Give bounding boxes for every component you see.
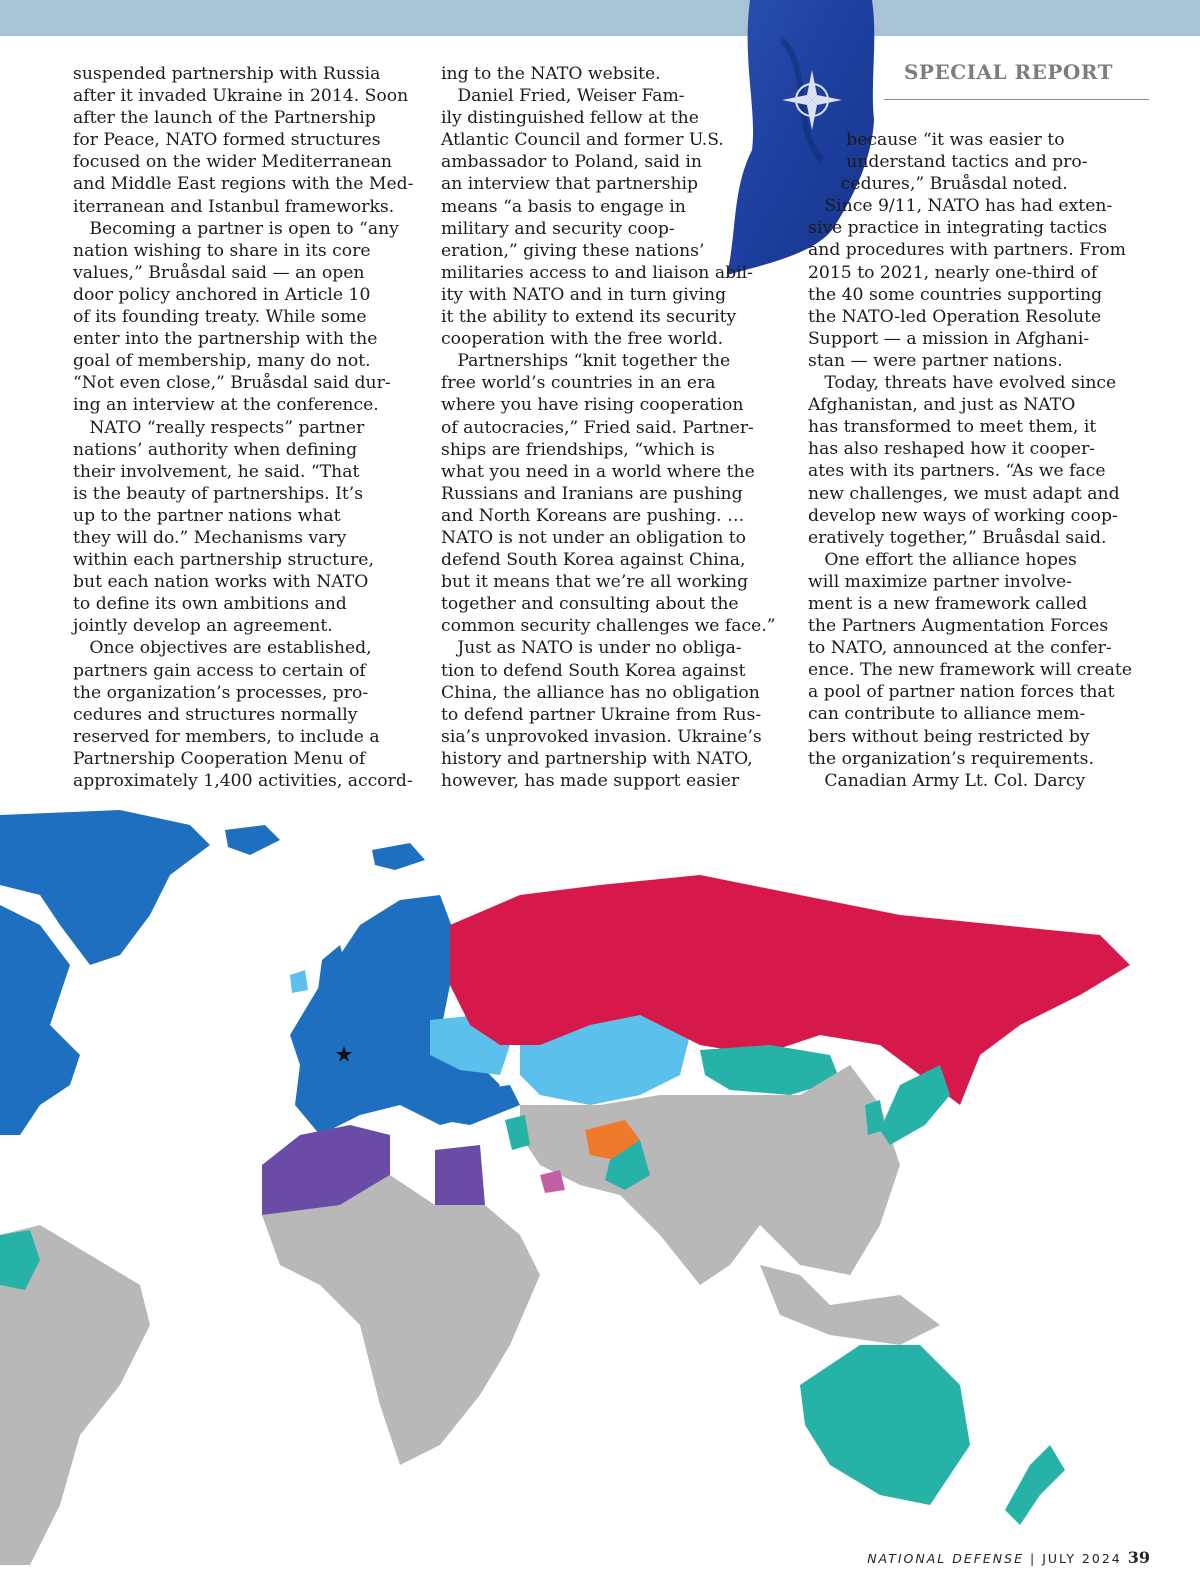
text-line: approximately 1,400 activities, accord- (73, 771, 413, 791)
text-line: Support — a mission in Afghani- (808, 328, 1090, 349)
text-line: goal of membership, many do not. (73, 351, 371, 372)
text-column-3 (808, 129, 1138, 792)
text-line: Becoming a partner is open to “any (73, 218, 399, 239)
map-svalbard (372, 843, 425, 870)
text-line: their involvement, he said. “That (73, 461, 360, 482)
text-line: cedures and structures normally (73, 704, 358, 725)
text-line: China, the alliance has no obligation (441, 682, 760, 703)
text-line: after it invaded Ukraine in 2014. Soon (73, 86, 409, 107)
text-line: 2015 to 2021, nearly one-third of (808, 262, 1098, 283)
text-line: Since 9/11, NATO has had exten- (808, 196, 1113, 217)
text-line: stan — were partner nations. (808, 350, 1063, 371)
map-africa (262, 1175, 540, 1465)
text-line: reserved for members, to include a (73, 726, 380, 747)
text-line: of autocracies,” Fried said. Partner- (441, 417, 754, 438)
map-canada (0, 905, 80, 1135)
text-line: values,” Bruåsdal said — an open (73, 262, 365, 283)
text-line: ing to the NATO website. (441, 64, 661, 84)
text-line: Just as NATO is under no obliga- (441, 638, 742, 659)
text-line: ity with NATO and in turn giving (441, 284, 727, 305)
map-ireland (290, 970, 308, 993)
text-line: Once objectives are established, (73, 638, 372, 659)
section-title: SPECIAL REPORT (903, 60, 1113, 84)
footer-separator: | (1029, 1551, 1037, 1566)
text-line: to NATO, announced at the confer- (808, 638, 1112, 659)
text-line: jointly develop an agreement. (73, 616, 333, 637)
footer-issue: JULY 2024 (1042, 1551, 1122, 1566)
text-line: ence. The new framework will create (808, 660, 1133, 681)
text-line: NATO “really respects” partner (73, 417, 365, 438)
text-line: tion to defend South Korea against (441, 660, 746, 681)
text-line: NATO is not under an obligation to (441, 527, 747, 548)
text-line: the NATO-led Operation Resolute (808, 306, 1102, 327)
text-line: sive practice in integrating tactics (808, 218, 1108, 239)
text-line: within each partnership structure, (73, 550, 374, 571)
text-line: a pool of partner nation forces that (808, 682, 1115, 703)
text-line: cedures,” Bruåsdal noted. (808, 174, 1068, 195)
text-line: ment is a new framework called (808, 593, 1088, 614)
text-line: nations’ authority when defining (73, 439, 358, 460)
text-line: focused on the wider Mediterranean (73, 152, 393, 173)
text-line: nation wishing to share in its core (73, 240, 371, 261)
text-line: Partnerships “knit together the (441, 351, 731, 372)
map-iceland (225, 825, 280, 855)
map-egypt (435, 1145, 485, 1205)
text-line: eratively together,” Bruåsdal said. (808, 527, 1107, 548)
text-line: “Not even close,” Bruåsdal said dur- (73, 373, 391, 394)
text-line: to define its own ambitions and (73, 594, 347, 615)
text-line: common security challenges we face.” (441, 616, 776, 637)
text-line: it the ability to extend its security (441, 307, 737, 328)
text-column-2 (441, 63, 776, 792)
map-australia (800, 1345, 970, 1505)
text-line: military and security coop- (441, 218, 675, 239)
top-color-band (0, 0, 1200, 36)
text-line: bers without being restricted by (808, 726, 1090, 747)
text-line: suspended partnership with Russia (73, 64, 381, 84)
text-line: however, has made support easier (441, 771, 740, 791)
text-line: Canadian Army Lt. Col. Darcy (808, 770, 1086, 791)
section-rule (884, 99, 1149, 100)
text-line: ily distinguished fellow at the (441, 108, 699, 129)
text-line: the organization’s processes, pro- (73, 682, 369, 703)
text-line: new challenges, we must adapt and (808, 483, 1120, 504)
text-line: up to the partner nations what (73, 505, 341, 526)
footer-publication: NATIONAL DEFENSE (867, 1551, 1024, 1566)
text-line: Atlantic Council and former U.S. (441, 130, 724, 151)
text-line: after the launch of the Partnership (73, 108, 376, 129)
text-line: enter into the partnership with the (73, 329, 378, 350)
text-line: can contribute to alliance mem- (808, 704, 1086, 725)
text-line: what you need in a world where the (441, 461, 755, 482)
text-line: but each nation works with NATO (73, 572, 369, 593)
text-line: but it means that we’re all working (441, 572, 749, 593)
text-line: and Middle East regions with the Med- (73, 174, 414, 195)
text-line: Afghanistan, and just as NATO (808, 395, 1076, 416)
text-line: eration,” giving these nations’ (441, 240, 705, 261)
text-line: Today, threats have evolved since (808, 373, 1117, 394)
text-line: together and consulting about the (441, 594, 739, 615)
text-line: door policy anchored in Article 10 (73, 284, 371, 305)
text-line: free world’s countries in an era (441, 373, 716, 394)
map-se-asia (760, 1265, 940, 1345)
text-line: ing an interview at the conference. (73, 395, 379, 416)
text-line: One effort the alliance hopes (808, 549, 1077, 570)
text-line: has transformed to meet them, it (808, 417, 1097, 438)
text-line: militaries access to and liaison abil- (441, 262, 753, 283)
text-line: ates with its partners. “As we face (808, 461, 1106, 482)
text-line: history and partnership with NATO, (441, 748, 753, 769)
text-line: and procedures with partners. From (808, 240, 1126, 261)
text-line: iterranean and Istanbul frameworks. (73, 196, 395, 217)
text-line: an interview that partnership (441, 174, 699, 195)
text-line: ambassador to Poland, said in (441, 152, 702, 173)
text-line: for Peace, NATO formed structures (73, 130, 381, 151)
text-line: cooperation with the free world. (441, 329, 724, 350)
text-line: where you have rising cooperation (441, 395, 744, 416)
text-line: Daniel Fried, Weiser Fam- (441, 86, 685, 107)
text-line: defend South Korea against China, (441, 550, 746, 571)
text-line: of its founding treaty. While some (73, 307, 367, 328)
text-line: Russians and Iranians are pushing (441, 483, 743, 504)
text-line: ships are friendships, “which is (441, 439, 715, 460)
text-line: is the beauty of partnerships. It’s (73, 483, 364, 504)
text-line: the 40 some countries supporting (808, 284, 1103, 305)
page-footer (867, 1548, 1150, 1567)
text-column-1 (73, 63, 414, 792)
text-line: has also reshaped how it cooper- (808, 439, 1096, 460)
text-line: will maximize partner involve- (808, 571, 1072, 592)
map-new-zealand (1005, 1445, 1065, 1525)
text-line: partners gain access to certain of (73, 660, 366, 681)
map-korea (865, 1100, 885, 1135)
map-japan (880, 1065, 950, 1145)
text-line: they will do.” Mechanisms vary (73, 527, 347, 548)
text-line: the Partners Augmentation Forces (808, 616, 1109, 637)
text-line: develop new ways of working coop- (808, 505, 1118, 526)
text-line: sia’s unprovoked invasion. Ukraine’s (441, 726, 762, 747)
text-line: to defend partner Ukraine from Rus- (441, 704, 762, 725)
text-line: because “it was easier to (808, 130, 1065, 150)
page-number: 39 (1127, 1548, 1150, 1567)
text-line: and North Koreans are pushing. … (441, 505, 745, 526)
text-line: Partnership Cooperation Menu of (73, 748, 366, 769)
text-line: the organization’s requirements. (808, 748, 1094, 769)
world-partnership-map (0, 805, 1200, 1565)
text-line: means “a basis to engage in (441, 196, 686, 217)
text-line: understand tactics and pro- (808, 152, 1088, 173)
